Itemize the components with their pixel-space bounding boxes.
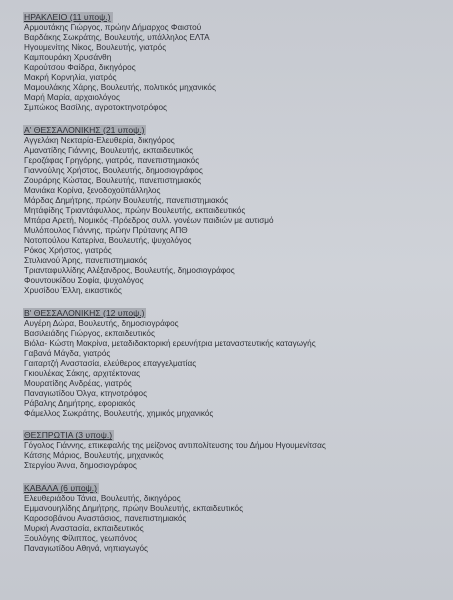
candidate-entry: Αμανατίδης Γιάννης, Βουλευτής, εκπαιδευτικός bbox=[24, 145, 194, 155]
candidate-entry: Στυλιανού Άρης, πανεπιστημιακός bbox=[24, 255, 148, 265]
candidate-entry: Χρυσίδου Έλλη, εικαστικός bbox=[24, 285, 122, 295]
candidate-entry: Βασιλειάδης Γιώργος, εκπαιδευτικός bbox=[24, 328, 155, 338]
candidate-entry: Μακρή Κορνηλία, γιατρός bbox=[24, 73, 117, 82]
candidate-entry: Νοτοπούλου Κατερίνα, Βουλευτής, ψυχολόγος bbox=[24, 235, 192, 245]
candidate-entry: Ζουράρης Κώστας, Βουλευτής, πανεπιστημιακός bbox=[24, 175, 202, 185]
candidate-entry: Ρόκος Χρήστος, γιατρός bbox=[24, 245, 112, 255]
candidate-entry: Μαμουλάκης Χάρης, Βουλευτής, πολιτικός μηχανικός bbox=[24, 83, 216, 92]
candidate-entry: Γόγολος Γιάννης, επικεφαλής της μείζονος αντιπολίτευσης του Δήμου Ηγουμενίτσας bbox=[24, 441, 326, 451]
section-heading: Β' ΘΕΣΣΑΛΟΝΙΚΗΣ (12 υποψ.) bbox=[24, 307, 145, 318]
candidate-entry: Γαβανά Μάγδα, γιατρός bbox=[24, 348, 111, 358]
candidate-entry: Βιόλα- Κώστη Μακρίνα, μεταδιδακτορική ερευνήτρια μεταναστευτικής καταγωγής bbox=[24, 338, 316, 348]
section bbox=[24, 12, 444, 113]
candidate-entry: Καμπουράκη Χρυσάνθη bbox=[24, 53, 112, 62]
section bbox=[24, 430, 444, 471]
section bbox=[24, 125, 444, 296]
candidate-entry: Φάμελλος Σωκράτης, Βουλευτής, χημικός μηχανικός bbox=[24, 408, 214, 418]
section-heading: ΘΕΣΠΡΩΤΙΑ (3 υποψ.) bbox=[24, 430, 113, 441]
candidate-entry: Κάτσης Μάριος, Βουλευτής, μηχανικός bbox=[24, 451, 164, 461]
candidate-entry: Γιαννούλης Χρήστος, Βουλευτής, δημοσιογράφος bbox=[24, 165, 203, 175]
candidate-entry: Βαρδάκης Σωκράτης, Βουλευτής, υπάλληλος ΕΛΤΑ bbox=[24, 33, 210, 42]
candidate-entry: Μυλόπουλος Γιάννης, πρώην Πρύτανης ΑΠΘ bbox=[24, 225, 188, 235]
candidate-entry: Μουρατίδης Ανδρέας, γιατρός bbox=[24, 378, 132, 388]
candidate-entry: Αυγέρη Δώρα, Βουλευτής, δημοσιογράφος bbox=[24, 318, 179, 328]
candidate-entry: Ράβαλης Δημήτρης, εφοριακός bbox=[24, 398, 136, 408]
candidate-entry: Παναγιωτίδου Αθηνά, νηπιαγωγός bbox=[24, 544, 148, 554]
candidate-entry: Ξουλόγης Φίλιππος, γεωπόνος bbox=[24, 534, 138, 544]
candidate-entry: Αγγελάκη Νεκταρία-Ελευθερία, δικηγόρος bbox=[24, 135, 175, 145]
candidate-entry: Στεργίου Άννα, δημοσιογράφος bbox=[24, 461, 137, 471]
candidate-entry: Μητάφίδης Τριαντάφυλλος, πρώην Βουλευτής, εκπαιδευτικός bbox=[24, 205, 246, 215]
candidate-entry: Μανιάκα Κορίνα, ξενοδοχοϋπάλληλος bbox=[24, 185, 161, 195]
candidate-entry: Γεροζάφας Γρηγόρης, γιατρός, πανεπιστημιακός bbox=[24, 155, 200, 165]
section-heading: ΚΑΒΑΛΑ (6 υποψ.) bbox=[24, 483, 98, 494]
candidate-entry: Μυρκή Αναστασία, εκπαιδευτικός bbox=[24, 524, 144, 534]
candidate-entry: Εμμανουηλίδης Δημήτρης, πρώην Βουλευτής, εκπαιδευτικός bbox=[24, 504, 244, 514]
candidate-entry: Μάρδας Δημήτρης, πρώην Βουλευτής, πανεπιστημιακός bbox=[24, 195, 229, 205]
candidate-entry: Καροσοβάνου Αναστάσιος, πανεπιστημιακός bbox=[24, 514, 187, 524]
candidate-entry: Σμπώκος Βασίλης, αγροτοκτηνοτρόφος bbox=[24, 103, 167, 112]
candidate-entry: Γκιουλέκας Σάκης, αρχιτέκτονας bbox=[24, 368, 141, 378]
candidate-entry: Καρούτσου Φαίδρα, δικηγόρος bbox=[24, 63, 136, 72]
candidate-entry: Γαιταρτζή Αναστασία, ελεύθερος επαγγελματίας bbox=[24, 358, 197, 368]
section-heading: Α' ΘΕΣΣΑΛΟΝΙΚΗΣ (21 υποψ.) bbox=[24, 124, 145, 135]
candidate-entry: Φουντουκίδου Σοφία, ψυχολόγος bbox=[24, 275, 144, 285]
candidate-entry: Τριανταφυλλίδης Αλέξανδρος, Βουλευτής, δημοσιογράφος bbox=[24, 265, 235, 275]
candidate-entry: Αρμουτάκης Γιώργος, πρώην Δήμαρχος Φαιστού bbox=[24, 23, 202, 32]
candidate-entry: Ηγουμενίτης Νίκος, Βουλευτής, γιατρός bbox=[24, 43, 167, 52]
candidate-entry: Ελευθεριάδου Τάνια, Βουλευτής, δικηγόρος bbox=[24, 494, 181, 504]
section bbox=[24, 483, 444, 554]
section bbox=[24, 308, 444, 419]
candidate-entry: Παναγιωτίδου Όλγα, κτηνοτρόφος bbox=[24, 388, 148, 398]
candidate-list bbox=[24, 12, 444, 566]
candidate-entry: Μπάρα Αρετή, Νομικός -Πρόεδρος συλλ. γονέων παιδιών με αυτισμό bbox=[24, 215, 274, 225]
section-heading: ΗΡΑΚΛΕΙΟ (11 υποψ.) bbox=[24, 12, 111, 22]
candidate-entry: Μαρή Μαρία, αρχαιολόγος bbox=[24, 93, 120, 102]
